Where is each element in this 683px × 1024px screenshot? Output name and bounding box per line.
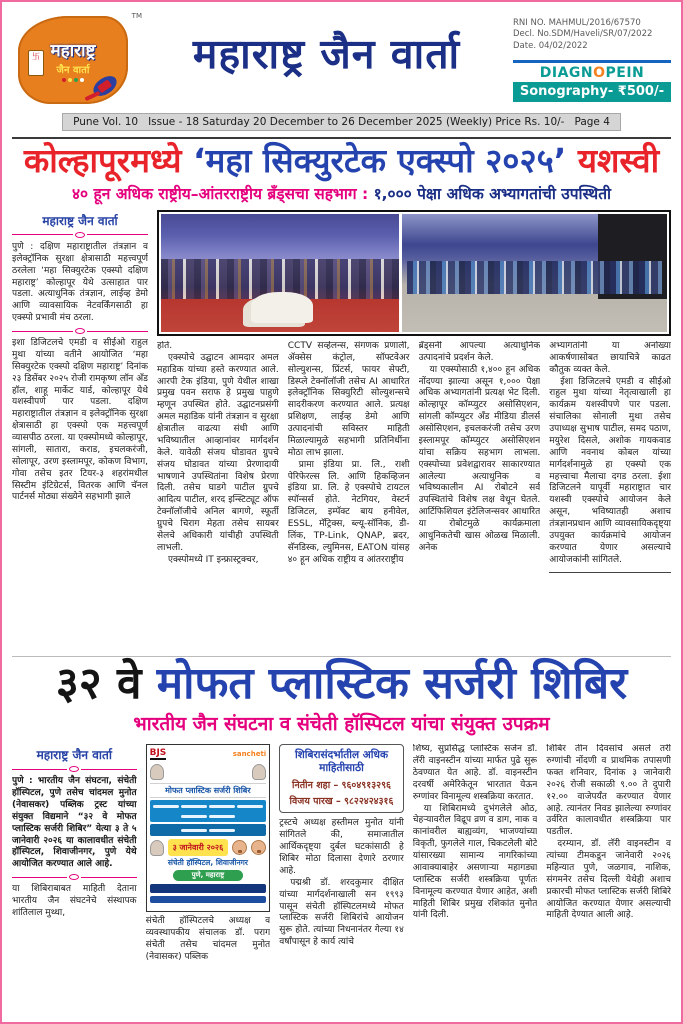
article1-paragraph: इशा डिजिटलचे एमडी व सीईओ राहुल मुथा यांच्या वतीने आयोजित ‘महा सिक्युरटेक एक्स्पो दक्षिण महाराष्ट्र’ दिनांक २३ डिसेंबर २०२५ रोजी रामकृष्ण लॉन अँड हॉल, शाहू मार्केट यार्ड, कोल्हापूर येथे यशस्वीपणे पार पडला. दक्षिण महाराष्ट्रातील तंत्रज्ञान व इलेक्ट्रॉनिक सुरक्षा क्षेत्रासाठी हा एक्स्पो एक महत्त्वपूर्ण व्यासपीठ ठरला. या एक्स्पोमध्ये कोल्हापूर, सांगली, सातारा, कराड, इचलकरंजी, सोलापूर, उरण इस्लामपूर, कोकण विभाग, गोवा तसेच इतर टियर-३ शहरांमधील सिस्टीम इंटिग्रेटर्स, वितरक आणि चॅनल पार्टनर्स मोठ्या संख्येने सहभागी झाले [12,338,148,503]
contact-box-title: शिबिरासंदर्भातील अधिक माहितीसाठी [294,749,389,775]
camp-flyer [146,744,271,912]
byline-text: महाराष्ट्र जैन वार्ता [36,748,112,763]
article2-paragraph: शिबिर तीन दिवसांचे असले तरी रुग्णांची नोंदणी व प्राथमिक तपासणी फक्त शनिवार, दिनांक ३ जानेवारी २०२६ रोजी सकाळी ९.०० ते दुपारी १२.०० वाजेपर्यंत करण्यात येणार आहे. त्यानंतर निवड झालेल्या रुग्णांवर उर्वरित कालावधीत शस्त्रक्रिया पार पडतील. [546,744,671,838]
article2-subheadline: भारतीय जैन संघटना व संचेती हॉस्पिटल यांचा संयुक्त उपक्रम [133,713,550,736]
headline-part-blue: मोफत प्लास्टिक सर्जरी शिबिर [156,657,628,709]
article2-paragraph: दरम्यान, डॉ. लॅरी वाइनस्टीन व त्यांच्या टीमकडून जानेवारी २०२६ महिन्यात पुणे, जळगाव, नाशिक, संगमनेर तसेच दिल्ली येथेही अशाच प्रकारची मोफत प्लास्टिक सर्जरी शिबिरे आयोजित करण्यात येणार असल्याची माहिती देण्यात आली आहे. [546,839,671,921]
headline-part-red: कोल्हापूरमध्ये [23,141,194,180]
inauguration-stage-photo [161,214,399,332]
article2-column-3 [279,744,404,996]
flyer-doctor-photo [150,840,164,856]
section-divider [12,874,137,880]
contact-info-box [279,744,404,813]
flyer-city-badge: पुणे, महाराष्ट्र [173,870,243,881]
headline-part-black: ३२ वे [55,657,157,709]
newspaper-logo [12,12,140,108]
article2-paragraph: पद्मश्री डॉ. शरदकुमार दीक्षित यांच्या मार्गदर्शनाखाली सन १९९३ पासून संचेती हॉस्पिटलमध्ये मोफत प्लास्टिक सर्जरी शिबिरांचे आयोजन सुरू होते. त्यांच्या निधनानंतर गेल्या १४ वर्षांपासून हे कार्य त्यांचे [279,877,404,948]
article2-paragraph: संचेती हॉस्पिटलचे अध्यक्ष व व्यवस्थापकीय संचालक डॉ. पराग संचेती तसेच चांदमल मुनोत (नेवासकर) पब्लिक [145,916,271,962]
article1-paragraph: होते. [157,340,173,351]
flyer-sancheti-logo: sancheti [232,750,267,759]
flyer-footer-bar [150,884,267,893]
flyer-note-band [150,824,267,836]
article2-paragraph: शिष्य, सुप्रसिद्ध प्लास्टिक सर्जन डॉ. लॅरी वाइनस्टीन यांच्या मार्फत पुढे सुरू ठेवण्यात येत आहे. डॉ. वाइनस्टीन दरवर्षी अमेरिकेतून भारतात येऊन रुग्णांवर विनामूल्य शस्त्रक्रिया करतात. [412,744,538,802]
flyer-patient-face-2 [251,840,266,855]
diagnopein-ad [513,60,671,102]
article2-lead-paragraph: पुणे : भारतीय जैन संघटना, संचेती हॉस्पिटल, पुणे तसेच चांदमल मुनोत (नेवासकर) पब्लिक ट्रस्ट यांच्या संयुक्त विद्यमाने “३२ वे मोफत प्लास्टिक सर्जरी शिबिर” येत्या ३ ते ५ जानेवारी २०२६ या कालावधीत संचेती हॉस्पिटल, शिवाजीनगर, पुणे येथे आयोजित करण्यात आले आहे. [12,776,137,870]
ad-brand-post: PEIN [605,65,645,82]
ad-brand-o: O [593,65,606,82]
maharashtra-map-icon [18,16,128,104]
divider-ornament-icon [69,766,79,772]
contact-line-1: नितीन शहा – ९६०४९१३२९६ [292,780,391,792]
ad-brand-name [513,63,671,82]
declaration-date: Date. 04/02/2022 [513,40,588,51]
headline-part-blue: ‘महा सिक्युरटेक एक्स्पो २०२५’ [193,141,567,180]
article2-paragraph: या शिबिराबाबत माहिती देताना भारतीय जैन संघटनेचे संस्थापक शांतिलाल मुथ्था, [12,884,137,918]
byline [12,210,148,238]
flyer-footer-bar2 [150,896,267,903]
article1-paragraph: या एक्स्पोसाठी १,४०० हून अधिक नोंदण्या झाल्या असून १,००० पेक्षा अधिक अभ्यागतांनी प्रत्यक्ष भेट दिली. कोल्हापूर कॉम्प्युटर असोसिएशन, सांगली कॉम्प्युटर अँड मीडिया डीलर्स असोसिएशन, इचलकरंजी तसेच उरण इस्लामपूर कॉम्प्युटर असोसिएशन यांचा सक्रिय सहभाग लाभला. एक्स्पोच्या प्रवेशद्वारावर साकारण्यात आलेल्या अत्याधुनिक व भविष्यकालीन AI रोबोटने सर्व उपस्थितांचे विशेष लक्ष वेधून घेतले. आर्टिफिशियल इंटेलिजन्सवर आधारित या रोबोटमुळे कार्यक्रमाला आधुनिकतेची खास ओळख मिळाली. अनेक [418,364,541,553]
article-securtech-expo [12,143,671,650]
article2-column-4 [413,744,538,996]
newspaper-title: महाराष्ट्र जैन वार्ता [192,30,461,78]
article2-paragraph: ट्रस्टचे अध्यक्ष हस्तीमल मुनोत यांनी सांगितले की, समाजातील आर्थिकदृष्ट्या दुर्बल घटकांसाठी हे शिबिर मोठा दिलासा देणारे ठरणार आहे. [279,818,404,876]
flyer-date: ३ जानेवारी २०२६ [168,839,229,856]
article1-column-5 [549,341,671,650]
article-plastic-surgery-camp [12,656,671,996]
article1-column-4 [419,341,541,650]
subhead-part-magenta: ४० हून अधिक राष्ट्रीय–आंतरराष्ट्रीय ब्रँड्सचा सहभाग : [71,184,374,203]
trademark-mark: TM [131,12,142,20]
ad-offer-text: Sonography- ₹500/- [513,82,671,102]
byline-text: महाराष्ट्र जैन वार्ता [42,213,118,228]
article2-column-5 [546,744,671,996]
article2-paragraph: या शिबिरामध्ये दुभंगलेले ओठ, चेहऱ्यावरील विद्रूप व्रण व डाग, नाक व कानांवरील बाह्यव्यंग, भाजण्यांच्या विकृती, फुगलेले गाल, चिकटलेली बोटे यांसारख्या सामान्य नागरिकांच्या आवाक्याबाहेर असणाऱ्या महागड्या प्लास्टिक सर्जरी शस्त्रक्रिया पूर्णतः विनामूल्य करण्यात येणार आहेत, अशी माहिती शिबिर प्रमुख रशिकांत मुनोत यांनी दिली. [412,803,538,921]
event-photos-frame [157,210,671,336]
subhead-part-navy: १,००० पेक्षा अधिक अभ्यागतांची उपस्थिती [373,184,612,203]
article2-headline [12,659,671,708]
microphone-icon [90,72,120,100]
flyer-venue: संचेती हॉस्पिटल, शिवाजीनगर [167,858,248,868]
flyer-bjs-logo: BJS [149,748,167,759]
section-divider [12,328,148,334]
article1-column-2 [157,341,279,650]
dateline-strip: Pune Vol. 10 Issue - 18 Saturday 20 December to 26 December 2025 (Weekly) Price Rs. 10/- Page 4 [62,113,621,131]
article1-paragraph: ब्रँड्सनी आपल्या अत्याधुनिक उत्पादनांचे प्रदर्शन केले. [418,340,541,363]
flyer-patient-face-1 [232,840,247,855]
article1-paragraph: अभ्यागतांनी या अनोख्या आकर्षणासोबत छायाचित्रे काढत कौतुक व्यक्त केले. [549,340,671,375]
flyer-portrait-left [150,764,164,780]
article1-subheadline [12,182,671,204]
article1-paragraph: CCTV सर्व्हेलन्स, संगणक प्रणाली, ॲक्सेस कंट्रोल, सॉफ्टवेअर सोल्युशन्स, प्रिंटर्स, फायर सेफ्टी, डिस्प्ले टेक्नॉलॉजी तसेच AI आधारित इलेक्ट्रॉनिक सिक्युरिटी सोल्युशन्सचे सादरीकरण करण्यात आले. प्रत्यक्ष प्रशिक्षण, लाईव्ह डेमो आणि उत्पादनांची सविस्तर माहिती मिळाल्यामुळे सहभागी प्रतिनिधींना मोठा लाभ झाला. [287,340,410,458]
ad-brand-pre: DIAGN [539,65,594,82]
article1-headline [12,143,671,180]
article1-column-1 [12,210,148,650]
rni-number: RNI NO. MAHMUL/2016/67570 [513,18,641,28]
byline-divider [12,766,137,772]
flyer-portrait-right [252,764,266,780]
contact-line-2: विजय पारख – ९८२२४२४३१६ [289,796,394,808]
flyer-benefits-band [150,800,267,822]
article2-column-2 [146,744,271,996]
article2-column-1 [12,744,137,996]
rni-registration-block [513,18,671,52]
logo-subtitle: जैन वार्ता [56,65,90,76]
flyer-header-text [167,762,250,781]
attendees-group-photo [402,214,667,332]
byline [12,744,137,772]
declaration-number: Decl. No.SDM/Haveli/SR/07/2022 [513,29,653,40]
logo-dots [62,78,84,82]
divider-ornament-icon [75,328,85,334]
divider-ornament-icon [69,874,79,880]
article1-lead-paragraph: पुणे : दक्षिण महाराष्ट्रातील तंत्रज्ञान व इलेक्ट्रॉनिक सुरक्षा क्षेत्रासाठी महत्त्वपूर्ण ठरलेला ‘महा सिक्युरटेक एक्स्पो दक्षिण महाराष्ट्र’ कोल्हापूर येथे उत्साहात पार पडला. अत्याधुनिक तंत्रज्ञान, लाईव्ह डेमो आणि व्यावसायिक नेटवर्किंगसाठी हा एक्स्पो प्रभावी मंच ठरला. [12,241,148,324]
divider-ornament-icon [75,232,85,238]
masthead-header [12,8,671,139]
article1-paragraph: ईशा डिजिटलचे एमडी व सीईओ राहुल मुथा यांच्या नेतृत्वाखाली हा कार्यक्रम यशस्वीपणे पार पडला. संचालिका सोनाली मुथा तसेच उपाध्यक्ष सुभाष पाटील, समद पठाण, मयुरेश दिसले, अशोक गायकवाड आणि नवनाथ कोबल यांच्या मार्गदर्शनामुळे हा एक्स्पो एक महत्त्वाचा मैलाचा दगड ठरला. ईशा डिजिटलने यापूर्वी महाराष्ट्रात चार यशस्वी एक्स्पोचे आयोजन केले असून, भविष्यातही अशाच तंत्रज्ञानप्रधान आणि व्यावसायिकदृष्ट्या उपयुक्त कार्यक्रमांचे आयोजन करण्यात येणार असल्याचे आयोजकांनी सांगितले. [549,376,671,565]
flyer-title: मोफत प्लास्टिक सर्जरी शिबिर [150,783,267,798]
byline-divider [12,232,148,238]
article1-paragraph: प्रामा इंडिया प्रा. लि., राशी पेरिफेरल्स लि. आणि हिकव्हिजन इंडिया प्रा. लि. हे एक्स्पोचे टायटल स्पॉन्सर्स होते. नेटगियर, वेस्टर्न डिजिटल, इम्पॅक्ट बाय हनीवेल, ESSL, मॅट्रिक्स, ब्ल्यू-सॉनिक, डी-लिंक, TP-Link, QNAP, ब्रदर, सॅनडिस्क, ल्युमिनस, EATON यांसह ४० हून अधिक राष्ट्रीय व आंतरराष्ट्रीय [287,459,410,565]
headline-part-red2: यशस्वी [566,141,660,180]
article1-paragraph: एक्स्पोमध्ये IT इन्फ्रास्ट्रक्चर, [168,554,259,565]
article-end-rule [549,572,671,573]
article1-column-3 [288,341,410,650]
article1-paragraph: एक्स्पोचे उद्घाटन आमदार अमल महाडिक यांच्या हस्ते करण्यात आले. आरपी टेक इंडिया, पुणे येथील शाखा प्रमुख पवन सराफ हे प्रमुख पाहुणे म्हणून उपस्थित होते. उद्घाटनप्रसंगी अमल महाडिक यांनी तंत्रज्ञान व सुरक्षा क्षेत्रातील वाढत्या संधी आणि भविष्यातील आव्हानांवर मार्गदर्शन केले. यावेळी संजय घोडावत ग्रुपचे संजय घोडावत यांच्या प्रेरणादायी भाषणाने उपस्थितांना विशेष प्रेरणा दिली. तसेच घाडगे पाटील ग्रुपचे आदित्य पाटील, शरद इन्स्टिट्यूट ऑफ टेक्नॉलॉजीचे अनिल बागणे, स्फूर्ती ग्रुपचे चिराग मेहता तसेच सायबर सेलचे अधिकारी यांचीही उपस्थिती लाभली. [157,352,279,553]
jain-emblem-icon [28,50,44,76]
logo-title: महाराष्ट्र [50,41,96,61]
